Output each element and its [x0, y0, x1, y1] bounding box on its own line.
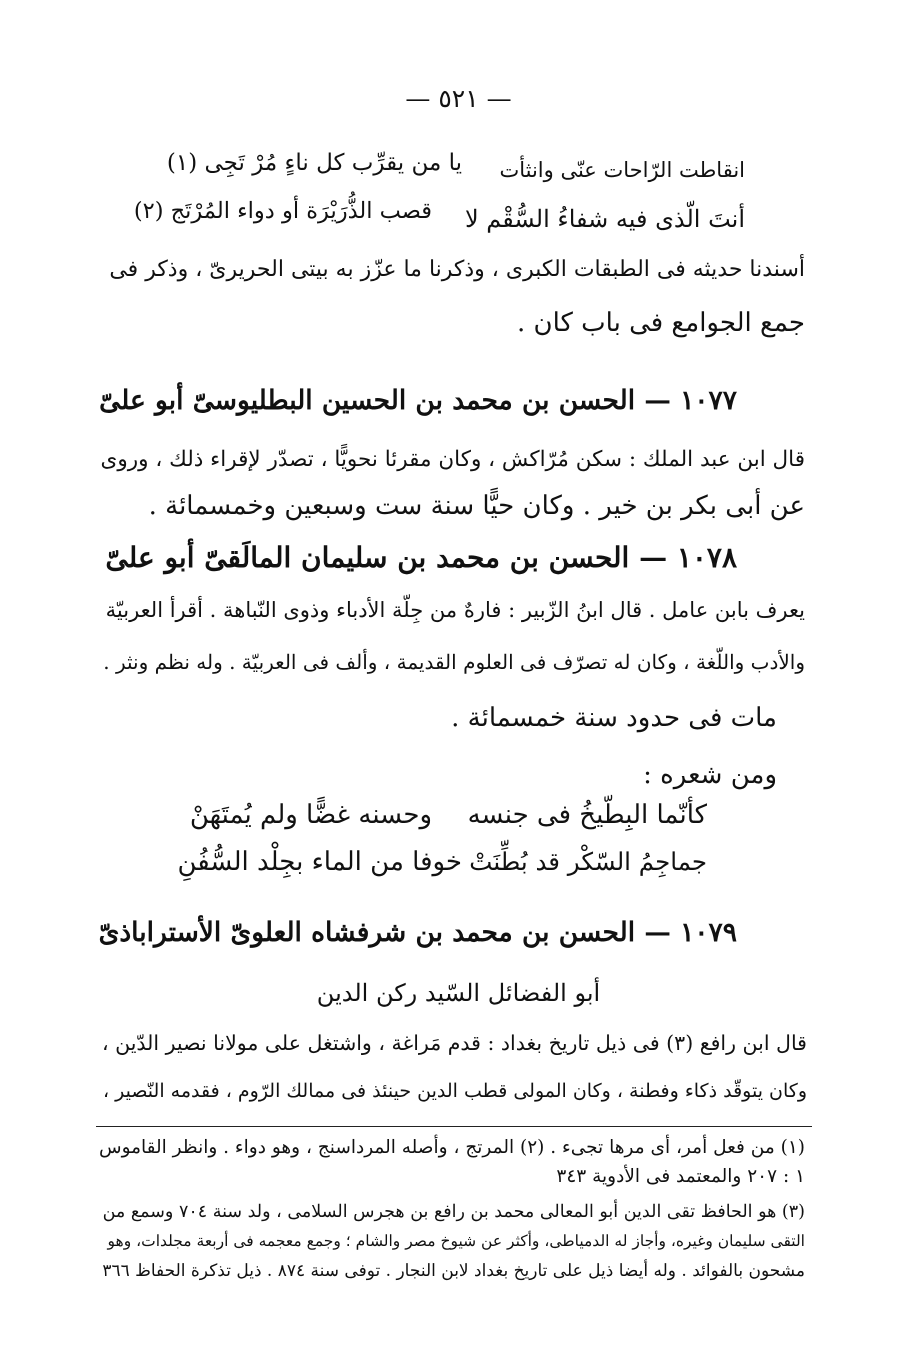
verse-2-right: أنتَ الّذى فيه شفاءُ السُّقْم لا	[464, 205, 745, 233]
entry-1077-line-1: قال ابن عبد الملك : سكن مُرّاكش ، وكان مقرئا نحويًّا ، تصدّر لإقراء ذلك ، وروى	[100, 447, 805, 472]
entry-1078-line-2: والأدب واللّغة ، وكان له تصرّف فى العلوم القديمة ، وألف فى العربيّة . وله نظم ونثر .	[103, 650, 805, 674]
entry-1077-heading: ١٠٧٧ — الحسن بن محمد بن الحسين البطليوسىّ أبو علىّ	[99, 385, 737, 416]
entry-1079-line-2: وكان يتوقّد ذكاء وفطنة ، وكان المولى قطب الدين حينئذ فى ممالك الرّوم ، فقدمه النّصير ،	[102, 1080, 807, 1102]
footnote-1-line-1: (١) من فعل أمر، أى مرها تجىء . (٢) المرتج ، وأصله المرداسنج ، وهو دواء . وانظر القاموس	[98, 1137, 805, 1158]
poem-verse-2-right: جماجِمُ السّكْر قد بُطِّنَتْ	[469, 847, 707, 876]
entry-1078-line-1: يعرف بابن عامل . قال ابنُ الزّبير : فارهٌ من جِلّة الأدباء وذوى النّباهة . أقرأ العربيّة	[105, 598, 805, 622]
verse-1-right: انقاطت الرّاحات عنّى وانثأت	[499, 158, 745, 182]
footnote-3-line-2: التقى سليمان وغيره، وأجاز له الدمياطى، وأكثر عن شيوخ مصر والشام ؛ وجمع معجمه فى أربعة مجلدات، وهو	[107, 1232, 805, 1250]
footnote-separator	[96, 1126, 812, 1127]
entry-1079-subheading: أبو الفضائل السّيد ركن الدين	[316, 979, 601, 1007]
verse-1-left: يا من يقرِّب كل ناءٍ مُرْ تَجِى (١)	[166, 150, 462, 176]
entry-1078-heading: ١٠٧٨ — الحسن بن محمد بن سليمان المالَقىّ أبو علىّ	[105, 541, 737, 574]
para-top-line-1: أسندنا حديثه فى الطبقات الكبرى ، وذكرنا ما عزّز به بيتى الحريرىّ ، وذكر فى	[109, 257, 805, 282]
entry-1079-line-1: قال ابن رافع (٣) فى ذيل تاريخ بغداد : قدم مَراغة ، واشتغل على مولانا نصير الدّين ،	[101, 1031, 807, 1055]
entry-1078-line-3: مات فى حدود سنة خمسمائة .	[451, 703, 777, 733]
poem-verse-2-left: خوفا من الماء بجِلْد السُّفُنِ	[177, 847, 462, 877]
footnote-1-line-2: ١ : ٢٠٧ والمعتمد فى الأدوية ٣٤٣	[556, 1166, 805, 1187]
poem-verse-1-right: كأنّما البِطّيخُ فى جنسه	[467, 800, 707, 830]
para-top-line-2: جمع الجوامع فى باب كان .	[516, 308, 805, 338]
page-number: — ٥٢١ —	[405, 84, 512, 113]
footnote-3-line-3: مشحون بالفوائد . وله أيضا ذيل على تاريخ بغداد لابن النجار . توفى سنة ٨٧٤ . ذيل تذكرة الحفاظ ٣٦٦	[102, 1261, 805, 1281]
entry-1077-line-2: عن أبى بكر بن خير . وكان حيًّا سنة ست وسبعين وخمسمائة .	[148, 491, 805, 521]
entry-1079-heading: ١٠٧٩ — الحسن بن محمد بن شرفشاه العلوىّ الأستراباذىّ	[98, 917, 737, 948]
poem-verse-1-left: وحسنه غضًّا ولم يُمتَهَنْ	[189, 800, 432, 830]
poetry-intro: ومن شعره :	[643, 760, 777, 790]
verse-2-left: قصب الذُّرَيْرَة أو دواء المُرْتَج (٢)	[133, 198, 432, 224]
footnote-3-line-1: (٣) هو الحافظ تقى الدين أبو المعالى محمد بن رافع بن هجرس السلامى ، ولد سنة ٧٠٤ وسمع من	[102, 1202, 805, 1222]
